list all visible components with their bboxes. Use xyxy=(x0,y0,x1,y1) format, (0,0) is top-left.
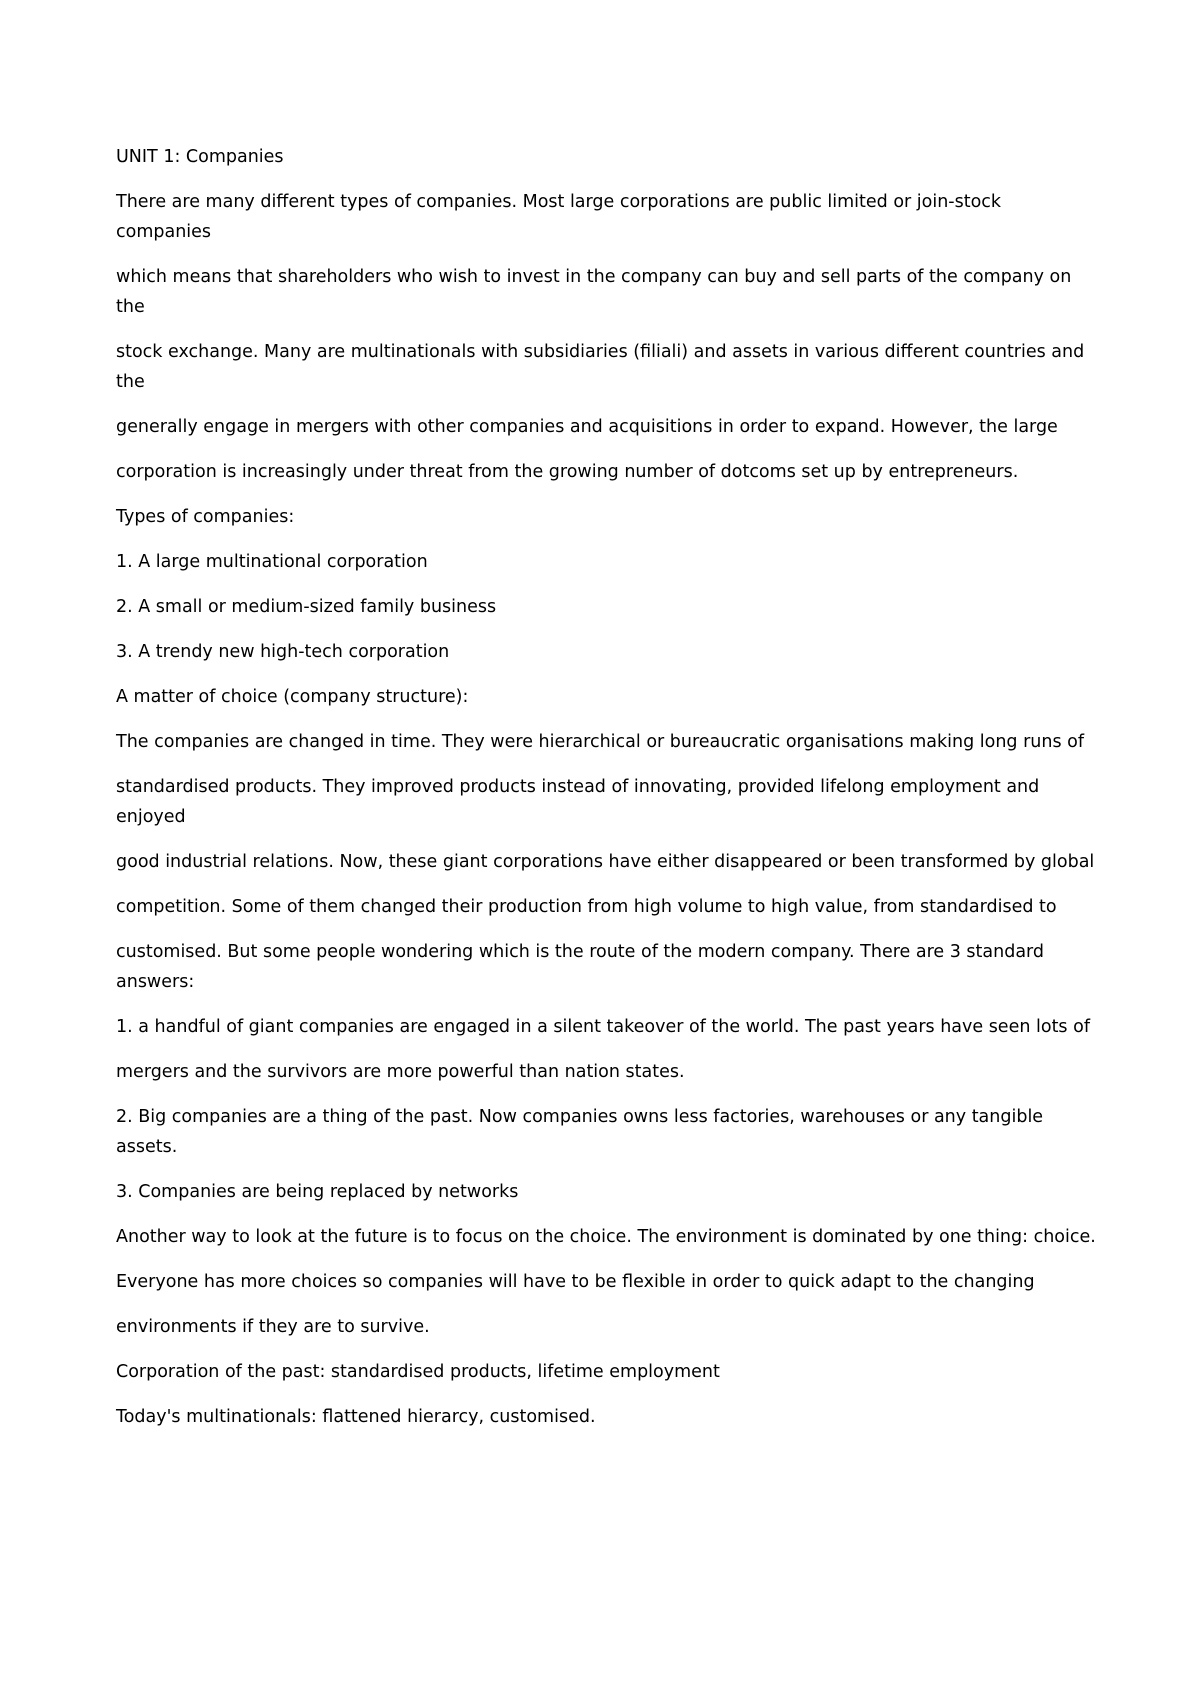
document-body xyxy=(116,142,1096,1447)
list-item: 2. A small or medium-sized family business xyxy=(116,597,497,617)
paragraph: environments if they are to survive. xyxy=(116,1317,430,1337)
paragraph: competition. Some of them changed their production from high volume to high value, from standardised to xyxy=(116,897,1057,917)
paragraph: stock exchange. Many are multinationals with subsidiaries (filiali) and assets in various different countries and the xyxy=(116,342,1085,392)
list-item: 1. A large multinational corporation xyxy=(116,552,428,572)
paragraph: mergers and the survivors are more powerful than nation states. xyxy=(116,1062,685,1082)
paragraph: Everyone has more choices so companies will have to be flexible in order to quick adapt to the changing xyxy=(116,1272,1035,1292)
paragraph: corporation is increasingly under threat from the growing number of dotcoms set up by entrepreneurs. xyxy=(116,462,1019,482)
paragraph: Another way to look at the future is to focus on the choice. The environment is dominated by one thing: choice. xyxy=(116,1227,1096,1247)
paragraph: The companies are changed in time. They were hierarchical or bureaucratic organisations making long runs of xyxy=(116,732,1085,752)
list-item: 2. Big companies are a thing of the past. Now companies owns less factories, warehouses or any tangible assets. xyxy=(116,1107,1044,1157)
unit-title: UNIT 1: Companies xyxy=(116,147,284,167)
list-item: 1. a handful of giant companies are engaged in a silent takeover of the world. The past years have seen lots of xyxy=(116,1017,1090,1037)
list-item: 3. A trendy new high-tech corporation xyxy=(116,642,450,662)
paragraph: generally engage in mergers with other companies and acquisitions in order to expand. However, the large xyxy=(116,417,1058,437)
section-heading: Types of companies: xyxy=(116,507,295,527)
paragraph: standardised products. They improved products instead of innovating, provided lifelong employment and enjoyed xyxy=(116,777,1040,827)
paragraph: customised. But some people wondering which is the route of the modern company. There are 3 standard answers: xyxy=(116,942,1045,992)
section-heading: A matter of choice (company structure): xyxy=(116,687,469,707)
paragraph: Today's multinationals: flattened hierarcy, customised. xyxy=(116,1407,596,1427)
paragraph: There are many different types of companies. Most large corporations are public limited or join-stock companies xyxy=(116,192,1002,242)
paragraph: Corporation of the past: standardised products, lifetime employment xyxy=(116,1362,720,1382)
list-item: 3. Companies are being replaced by networks xyxy=(116,1182,519,1202)
paragraph: good industrial relations. Now, these giant corporations have either disappeared or been transformed by global xyxy=(116,852,1095,872)
paragraph: which means that shareholders who wish to invest in the company can buy and sell parts of the company on the xyxy=(116,267,1072,317)
